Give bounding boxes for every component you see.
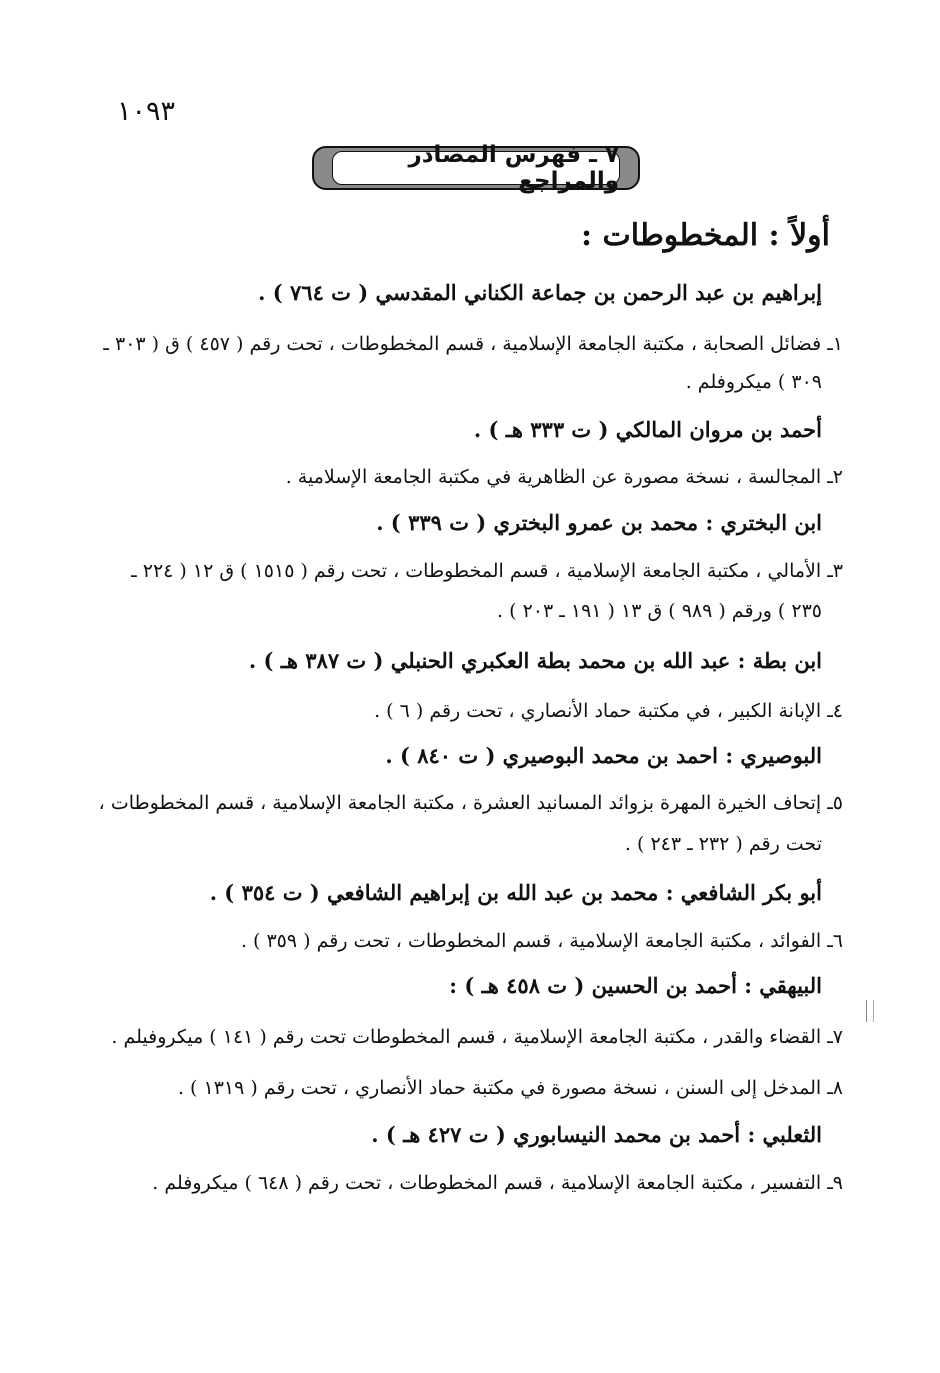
author-line: أبو بكر الشافعي : محمد بن عبد الله بن إبراهيم الشافعي ( ت ٣٥٤ ) . — [209, 880, 822, 905]
entry-line: ٧ـ القضاء والقدر ، مكتبة الجامعة الإسلامية ، قسم المخطوطات تحت رقم ( ١٤١ ) ميكروفيلم . — [111, 1026, 843, 1048]
manuscripts-heading: أولاً : المخطوطات : — [581, 218, 830, 253]
entry-line: ٦ـ الفوائد ، مكتبة الجامعة الإسلامية ، قسم المخطوطات ، تحت رقم ( ٣٥٩ ) . — [240, 930, 843, 952]
author-line: إبراهيم بن عبد الرحمن بن جماعة الكناني المقدسي ( ت ٧٦٤ ) . — [258, 280, 822, 305]
entry-line: ٢ـ المجالسة ، نسخة مصورة عن الظاهرية في مكتبة الجامعة الإسلامية . — [285, 466, 843, 488]
author-line: أحمد بن مروان المالكي ( ت ٣٣٣ هـ ) . — [473, 417, 822, 442]
entry-continuation: ٢٣٥ ) ورقم ( ٩٨٩ ) ق ١٣ ( ١٩١ ـ ٢٠٣ ) . — [497, 600, 822, 622]
entry-line: ٤ـ الإبانة الكبير ، في مكتبة حماد الأنصاري ، تحت رقم ( ٦ ) . — [374, 700, 843, 722]
page-number: ١٠٩٣ — [117, 96, 176, 127]
author-line: البوصيري : احمد بن محمد البوصيري ( ت ٨٤٠ ) . — [385, 743, 822, 768]
entry-continuation: ٣٠٩ ) ميكروفلم . — [685, 371, 822, 393]
author-line: الثعلبي : أحمد بن محمد النيسابوري ( ت ٤٢٧ هـ ) . — [371, 1122, 822, 1147]
entry-line: ٨ـ المدخل إلى السنن ، نسخة مصورة في مكتبة حماد الأنصاري ، تحت رقم ( ١٣١٩ ) . — [177, 1077, 843, 1099]
author-line: البيهقي : أحمد بن الحسين ( ت ٤٥٨ هـ ) : — [449, 973, 822, 998]
margin-mark — [866, 1000, 874, 1022]
author-line: ابن بطة : عبد الله بن محمد بطة العكبري الحنبلي ( ت ٣٨٧ هـ ) . — [248, 648, 822, 673]
author-line: ابن البختري : محمد بن عمرو البختري ( ت ٣٣٩ ) . — [376, 510, 822, 535]
section-title: ٧ ـ فهرس المصادر والمراجع — [332, 151, 620, 185]
entry-line: ٣ـ الأمالي ، مكتبة الجامعة الإسلامية ، قسم المخطوطات ، تحت رقم ( ١٥١٥ ) ق ١٢ ( ٢٢٤ ـ — [131, 560, 843, 582]
entry-line: ١ـ فضائل الصحابة ، مكتبة الجامعة الإسلامية ، قسم المخطوطات ، تحت رقم ( ٤٥٧ ) ق ( ٣٠٣ ـ — [103, 333, 843, 355]
entry-continuation: تحت رقم ( ٢٣٢ ـ ٢٤٣ ) . — [624, 833, 822, 855]
entry-line: ٩ـ التفسير ، مكتبة الجامعة الإسلامية ، قسم المخطوطات ، تحت رقم ( ٦٤٨ ) ميكروفلم . — [152, 1172, 843, 1194]
entry-line: ٥ـ إتحاف الخيرة المهرة بزوائد المسانيد العشرة ، مكتبة الجامعة الإسلامية ، قسم المخطوطات ، — [98, 792, 843, 814]
section-title-frame — [312, 142, 640, 194]
